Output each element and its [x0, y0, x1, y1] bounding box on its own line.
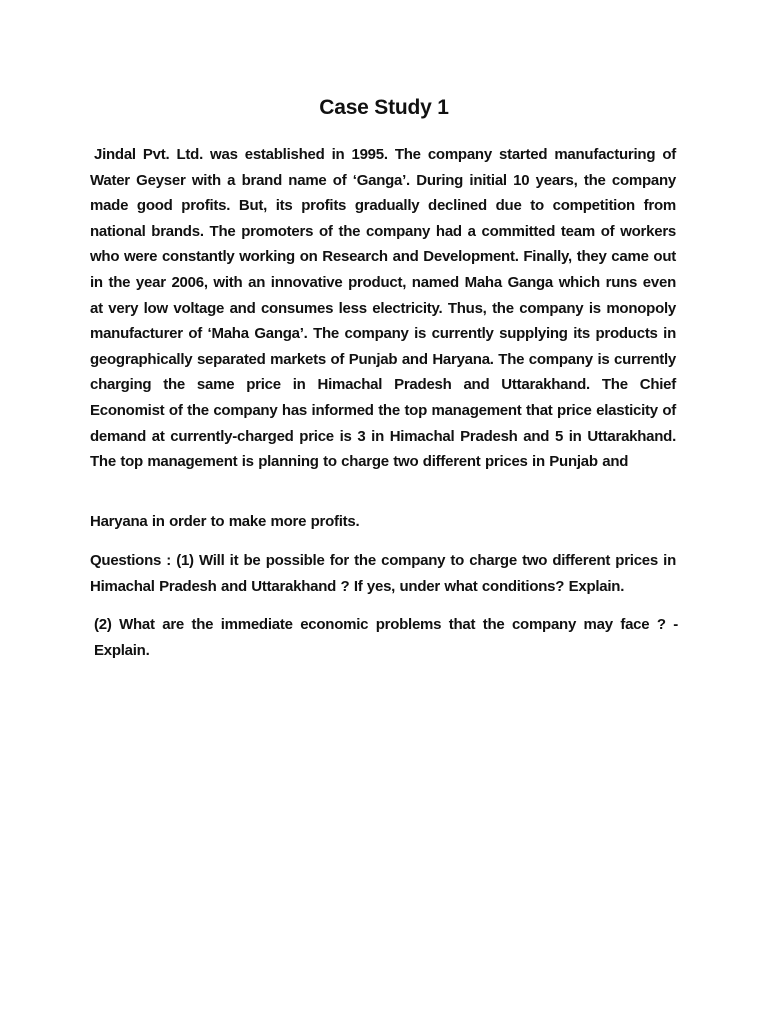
case-study-paragraph: Jindal Pvt. Ltd. was established in 1995. The company started manufacturing of Water Geyser with a brand name of ‘Ganga’. During initial 10 years, the company made good profits. But, its profits gradually declined due to competition from national brands. The promoters of the company had a committed team of workers who were constantly working on Research and Development. Finally, they came out in the year 2006, with an innovative product, named Maha Ganga which runs even at very low voltage and consumes less electricity. Thus, the company is monopoly manufacturer of ‘Maha Ganga’. The company is currently supplying its products in geographically separated markets of Punjab and Haryana. The company is currently charging the same price in Himachal Pradesh and Uttarakhand. The Chief Economist of the company has informed the top management that price elasticity of demand at currently-charged price is 3 in Himachal Pradesh and 5 in Uttarakhand. The top management is planning to charge two different prices in Punjab and [90, 146, 676, 471]
page-title: Case Study 1 [319, 96, 449, 119]
case-study-paragraph-continuation: Haryana in order to make more profits. [90, 513, 360, 530]
question-1: Questions : (1) Will it be possible for the company to charge two different prices in Himachal Pradesh and Uttarakhand ? If yes, under what conditions? Explain. [90, 552, 676, 595]
question-2: (2) What are the immediate economic problems that the company may face ? - Explain. [94, 616, 678, 659]
